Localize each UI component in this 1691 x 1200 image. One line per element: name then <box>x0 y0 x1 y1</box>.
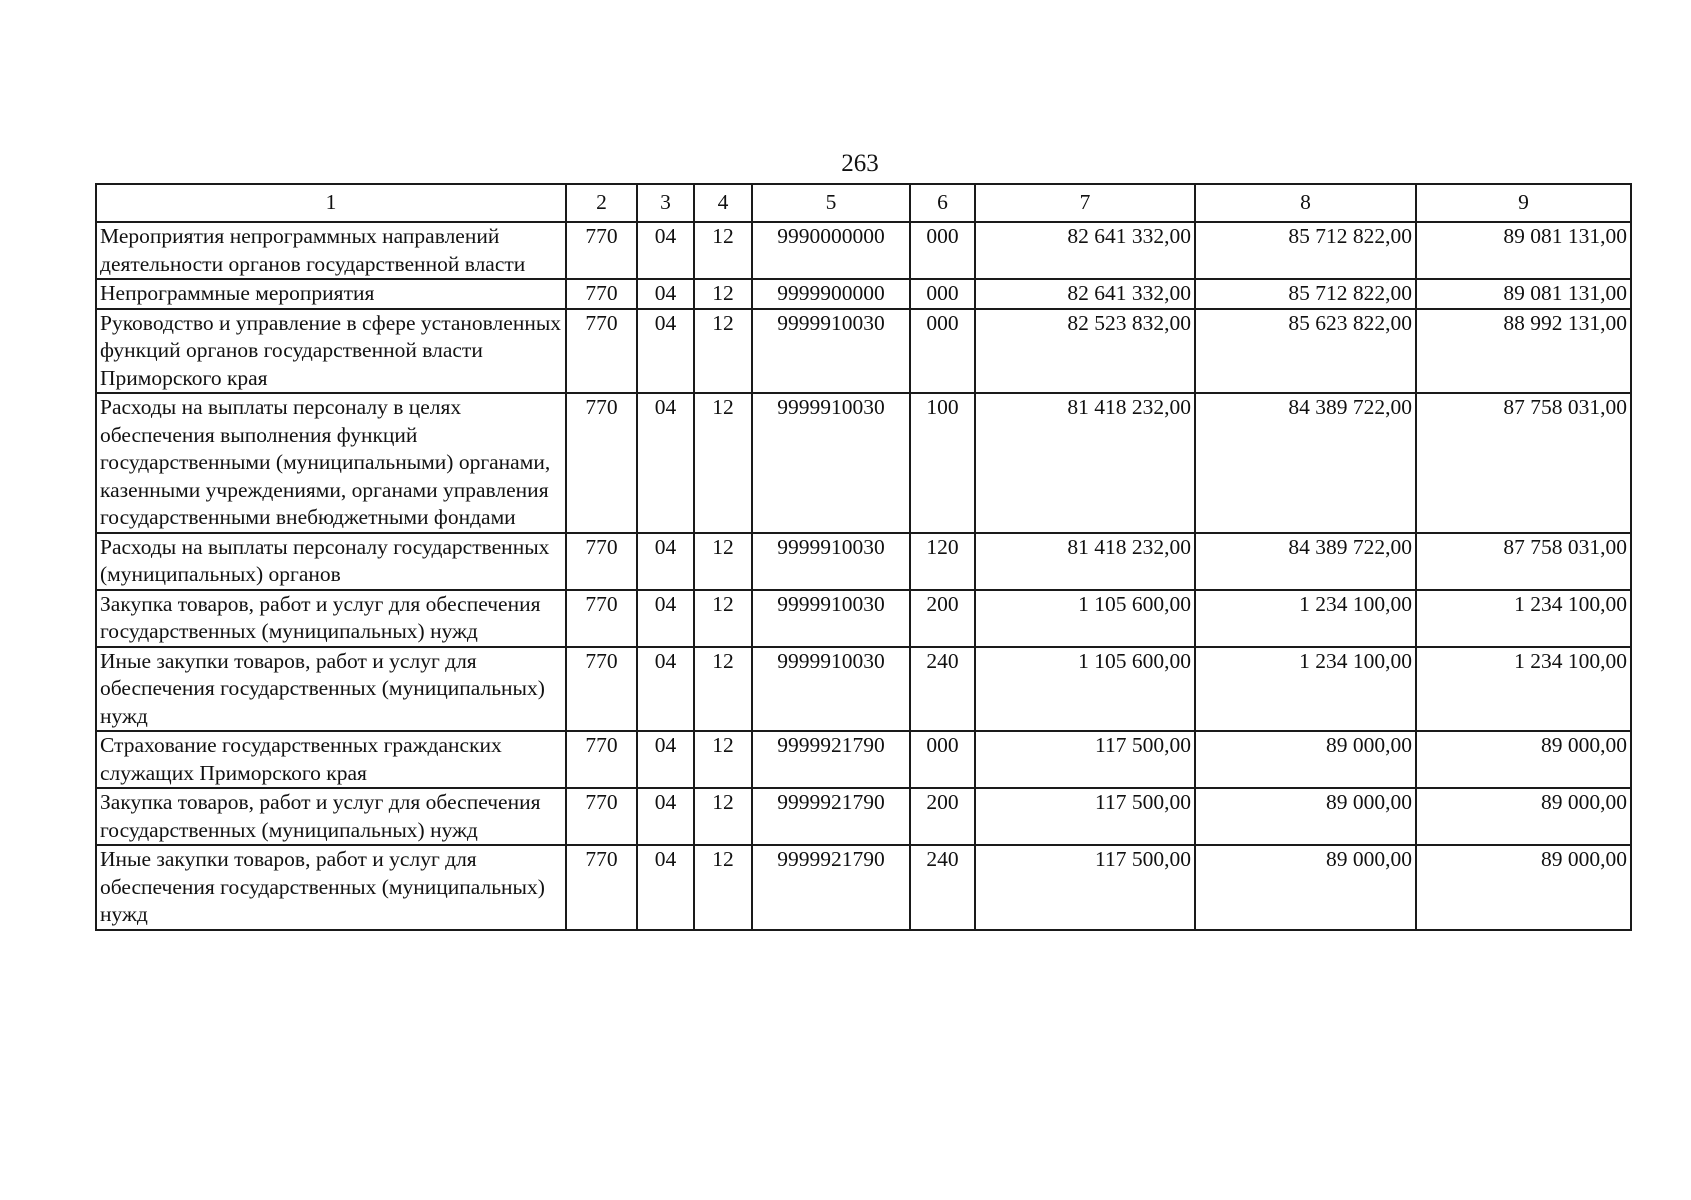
budget-table <box>95 183 1632 931</box>
row-code-col6: 000 <box>910 731 975 788</box>
row-code-col3: 04 <box>637 309 694 394</box>
row-code-col3: 04 <box>637 393 694 533</box>
row-code-col5: 9999921790 <box>752 731 910 788</box>
row-code-col2: 770 <box>566 731 637 788</box>
column-header-2: 2 <box>566 184 637 222</box>
row-code-col6: 200 <box>910 788 975 845</box>
row-description: Закупка товаров, работ и услуг для обеспечения государственных (муниципальных) нужд <box>96 788 566 845</box>
row-amount-col9: 89 000,00 <box>1416 788 1631 845</box>
row-amount-col7: 82 641 332,00 <box>975 279 1195 309</box>
row-code-col3: 04 <box>637 731 694 788</box>
table-header-row <box>96 184 1631 222</box>
row-code-col2: 770 <box>566 533 637 590</box>
row-description: Мероприятия непрограммных направлений деятельности органов государственной власти <box>96 222 566 279</box>
row-code-col3: 04 <box>637 533 694 590</box>
table-body <box>96 222 1631 930</box>
row-amount-col9: 89 081 131,00 <box>1416 222 1631 279</box>
row-code-col4: 12 <box>694 647 752 732</box>
row-description: Непрограммные мероприятия <box>96 279 566 309</box>
row-amount-col7: 82 523 832,00 <box>975 309 1195 394</box>
row-amount-col8: 89 000,00 <box>1195 788 1416 845</box>
row-amount-col9: 89 000,00 <box>1416 731 1631 788</box>
row-description: Иные закупки товаров, работ и услуг для обеспечения государственных (муниципальных) нужд <box>96 647 566 732</box>
row-description: Руководство и управление в сфере установленных функций органов государственной власти Приморского края <box>96 309 566 394</box>
row-amount-col7: 117 500,00 <box>975 845 1195 930</box>
row-code-col4: 12 <box>694 393 752 533</box>
row-code-col3: 04 <box>637 647 694 732</box>
row-code-col5: 9999910030 <box>752 590 910 647</box>
row-code-col6: 120 <box>910 533 975 590</box>
row-code-col2: 770 <box>566 845 637 930</box>
row-amount-col9: 1 234 100,00 <box>1416 590 1631 647</box>
row-description: Страхование государственных гражданских служащих Приморского края <box>96 731 566 788</box>
row-code-col2: 770 <box>566 309 637 394</box>
row-code-col5: 9999910030 <box>752 647 910 732</box>
row-amount-col7: 1 105 600,00 <box>975 590 1195 647</box>
row-code-col2: 770 <box>566 788 637 845</box>
row-code-col6: 000 <box>910 309 975 394</box>
row-code-col5: 9999910030 <box>752 533 910 590</box>
row-code-col4: 12 <box>694 279 752 309</box>
row-code-col6: 240 <box>910 845 975 930</box>
row-amount-col7: 82 641 332,00 <box>975 222 1195 279</box>
table-row <box>96 590 1631 647</box>
row-description: Расходы на выплаты персоналу в целях обеспечения выполнения функций государственными (муниципальными) органами, казенными учреждениями, органами управления государственными внебюджетными фондами <box>96 393 566 533</box>
row-code-col3: 04 <box>637 788 694 845</box>
row-code-col4: 12 <box>694 533 752 590</box>
row-amount-col8: 89 000,00 <box>1195 731 1416 788</box>
page-number: 263 <box>841 150 879 177</box>
row-amount-col8: 89 000,00 <box>1195 845 1416 930</box>
table-row <box>96 393 1631 533</box>
row-amount-col7: 117 500,00 <box>975 731 1195 788</box>
row-code-col6: 240 <box>910 647 975 732</box>
row-amount-col9: 88 992 131,00 <box>1416 309 1631 394</box>
table-row <box>96 788 1631 845</box>
table-row <box>96 845 1631 930</box>
row-amount-col8: 1 234 100,00 <box>1195 590 1416 647</box>
row-code-col6: 000 <box>910 279 975 309</box>
row-code-col2: 770 <box>566 279 637 309</box>
row-code-col4: 12 <box>694 845 752 930</box>
row-code-col3: 04 <box>637 590 694 647</box>
row-code-col3: 04 <box>637 279 694 309</box>
row-code-col6: 200 <box>910 590 975 647</box>
column-header-3: 3 <box>637 184 694 222</box>
column-header-8: 8 <box>1195 184 1416 222</box>
row-amount-col8: 85 712 822,00 <box>1195 279 1416 309</box>
row-code-col6: 000 <box>910 222 975 279</box>
row-description: Закупка товаров, работ и услуг для обеспечения государственных (муниципальных) нужд <box>96 590 566 647</box>
row-code-col2: 770 <box>566 647 637 732</box>
column-header-6: 6 <box>910 184 975 222</box>
row-amount-col7: 117 500,00 <box>975 788 1195 845</box>
row-description: Иные закупки товаров, работ и услуг для обеспечения государственных (муниципальных) нужд <box>96 845 566 930</box>
column-header-5: 5 <box>752 184 910 222</box>
row-code-col4: 12 <box>694 731 752 788</box>
column-header-7: 7 <box>975 184 1195 222</box>
row-amount-col8: 1 234 100,00 <box>1195 647 1416 732</box>
row-code-col5: 9999900000 <box>752 279 910 309</box>
row-amount-col9: 1 234 100,00 <box>1416 647 1631 732</box>
row-amount-col8: 84 389 722,00 <box>1195 533 1416 590</box>
table-row <box>96 309 1631 394</box>
row-code-col4: 12 <box>694 222 752 279</box>
table-row <box>96 533 1631 590</box>
row-code-col5: 9999921790 <box>752 788 910 845</box>
row-code-col5: 9999921790 <box>752 845 910 930</box>
row-code-col5: 9999910030 <box>752 309 910 394</box>
row-amount-col7: 81 418 232,00 <box>975 393 1195 533</box>
table-row <box>96 647 1631 732</box>
row-amount-col9: 87 758 031,00 <box>1416 533 1631 590</box>
row-code-col5: 9990000000 <box>752 222 910 279</box>
row-description: Расходы на выплаты персоналу государственных (муниципальных) органов <box>96 533 566 590</box>
row-amount-col8: 84 389 722,00 <box>1195 393 1416 533</box>
row-amount-col7: 1 105 600,00 <box>975 647 1195 732</box>
row-code-col4: 12 <box>694 788 752 845</box>
row-amount-col9: 89 081 131,00 <box>1416 279 1631 309</box>
row-amount-col8: 85 712 822,00 <box>1195 222 1416 279</box>
row-code-col2: 770 <box>566 222 637 279</box>
row-amount-col9: 87 758 031,00 <box>1416 393 1631 533</box>
row-amount-col8: 85 623 822,00 <box>1195 309 1416 394</box>
column-header-9: 9 <box>1416 184 1631 222</box>
column-header-4: 4 <box>694 184 752 222</box>
row-code-col2: 770 <box>566 393 637 533</box>
row-code-col5: 9999910030 <box>752 393 910 533</box>
table-row <box>96 731 1631 788</box>
row-code-col3: 04 <box>637 845 694 930</box>
table-row <box>96 279 1631 309</box>
row-amount-col7: 81 418 232,00 <box>975 533 1195 590</box>
row-code-col6: 100 <box>910 393 975 533</box>
row-code-col4: 12 <box>694 309 752 394</box>
row-code-col3: 04 <box>637 222 694 279</box>
row-code-col4: 12 <box>694 590 752 647</box>
column-header-1: 1 <box>96 184 566 222</box>
row-code-col2: 770 <box>566 590 637 647</box>
table-row <box>96 222 1631 279</box>
row-amount-col9: 89 000,00 <box>1416 845 1631 930</box>
